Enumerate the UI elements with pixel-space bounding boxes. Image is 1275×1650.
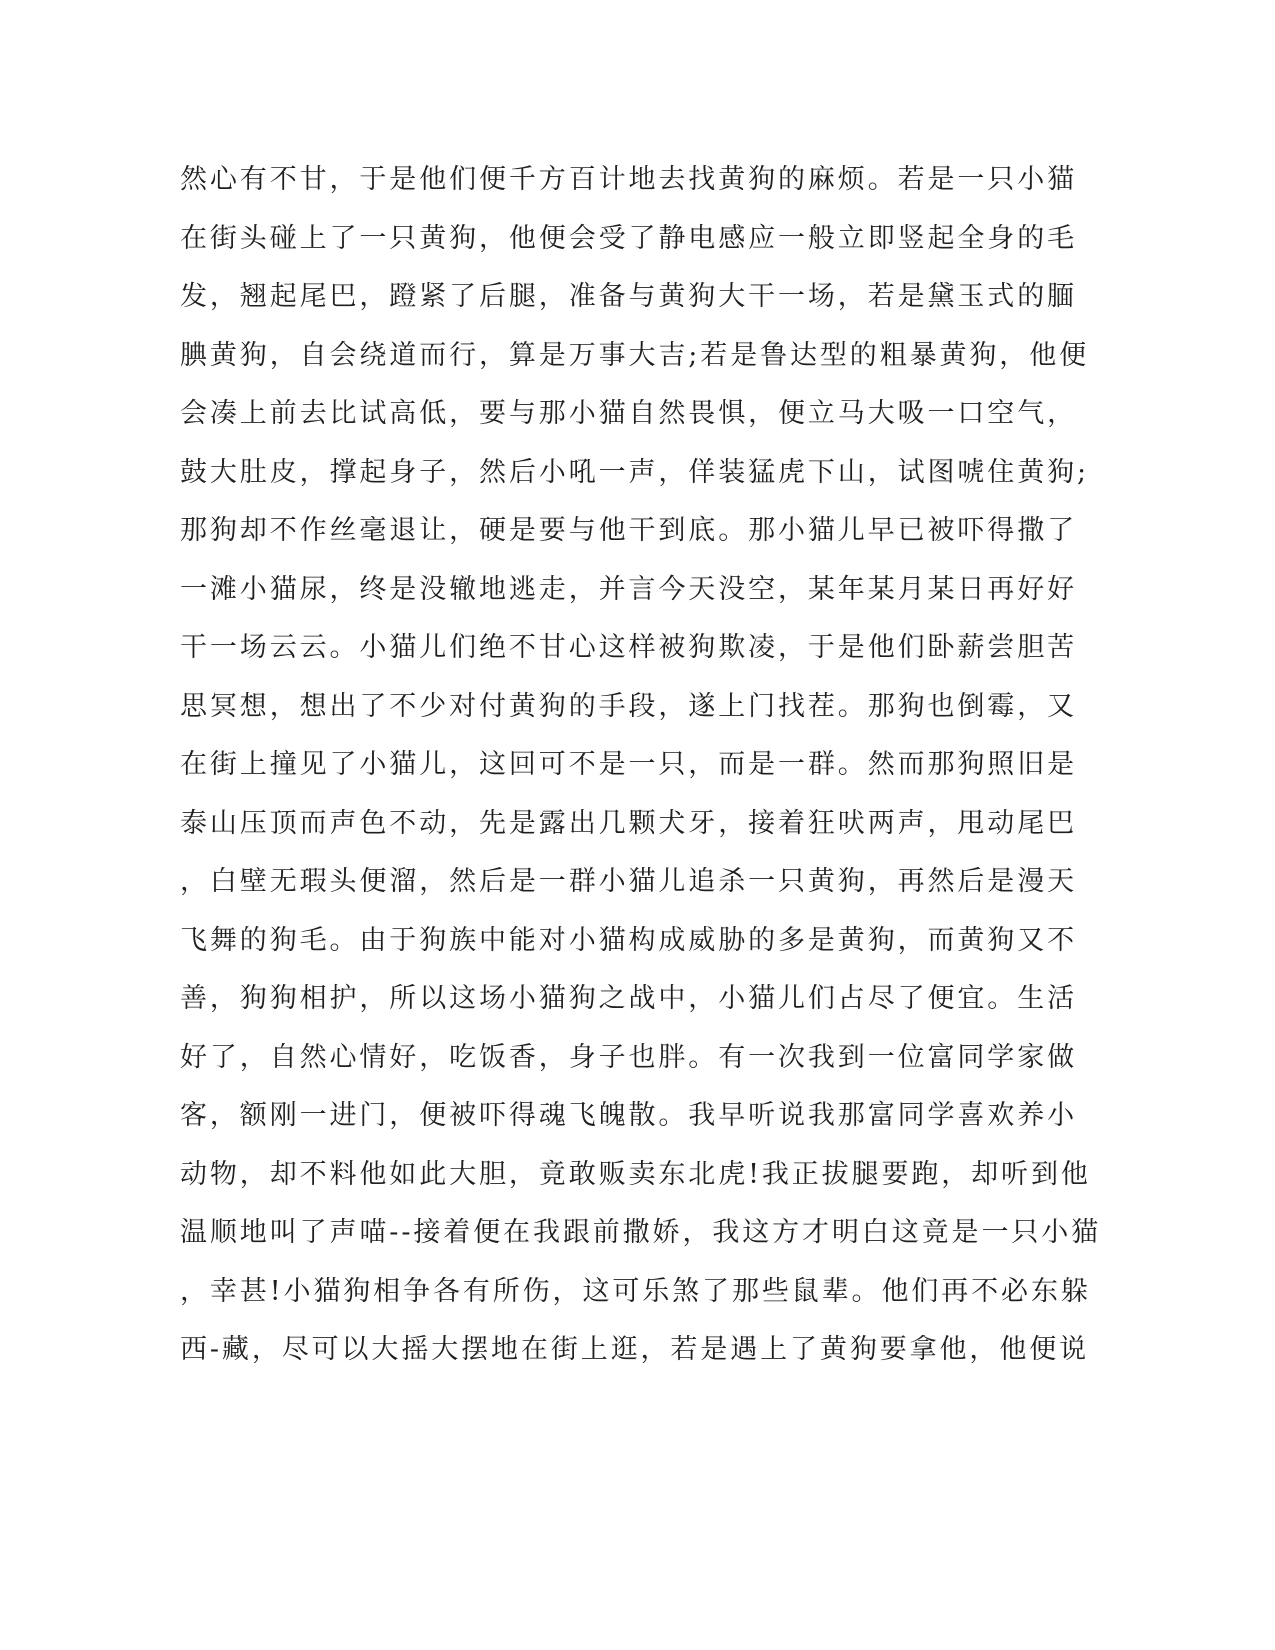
text-line: 温顺地叫了声喵--接着便在我跟前撒娇，我这方才明白这竟是一只小猫 bbox=[180, 1217, 1102, 1248]
text-line: ，幸甚!小猫狗相争各有所伤，这可乐煞了那些鼠辈。他们再不必东躲 bbox=[180, 1275, 1091, 1307]
text-line: 然心有不甘，于是他们便千方百计地去找黄狗的麻烦。若是一只小猫 bbox=[180, 164, 1077, 195]
text-line: 在街上撞见了小猫儿，这回可不是一只，而是一群。然而那狗照旧是 bbox=[180, 749, 1077, 780]
text-line: 客，额刚一进门，便被吓得魂飞魄散。我早听说我那富同学喜欢养小 bbox=[180, 1100, 1077, 1131]
text-line: 动物，却不料他如此大胆，竟敢贩卖东北虎!我正拔腿要跑，却听到他 bbox=[180, 1158, 1091, 1190]
text-line: 干一场云云。小猫儿们绝不甘心这样被狗欺凌，于是他们卧薪尝胆苦 bbox=[180, 632, 1077, 663]
text-line: 善，狗狗相护，所以这场小猫狗之战中，小猫儿们占尽了便宜。生活 bbox=[180, 983, 1077, 1014]
text-line: 西-藏，尽可以大摇大摆地在街上逛，若是遇上了黄狗要拿他，他便说 bbox=[180, 1334, 1090, 1365]
text-line: 一滩小猫尿，终是没辙地逃走，并言今天没空，某年某月某日再好好 bbox=[180, 573, 1077, 605]
body-text bbox=[180, 158, 1102, 1387]
text-line: 发，翘起尾巴，蹬紧了后腿，准备与黄狗大干一场，若是黛玉式的腼 bbox=[180, 281, 1077, 312]
text-line: 会凑上前去比试高低，要与那小猫自然畏惧，便立马大吸一口空气， bbox=[180, 398, 1077, 429]
text-line: 在街头碰上了一只黄狗，他便会受了静电感应一般立即竖起全身的毛 bbox=[180, 222, 1077, 254]
text-line: 鼓大肚皮，撑起身子，然后小吼一声，佯装猛虎下山，试图唬住黄狗; bbox=[180, 456, 1089, 488]
text-line: 腆黄狗，自会绕道而行，算是万事大吉;若是鲁达型的粗暴黄狗，他便 bbox=[180, 339, 1089, 371]
text-line: 思冥想，想出了不少对付黄狗的手段，遂上门找茬。那狗也倒霉，又 bbox=[180, 690, 1077, 722]
text-line: ，白壁无瑕头便溜，然后是一群小猫儿追杀一只黄狗，再然后是漫天 bbox=[180, 866, 1077, 897]
text-line: 飞舞的狗毛。由于狗族中能对小猫构成威胁的多是黄狗，而黄狗又不 bbox=[180, 924, 1077, 956]
text-line: 好了，自然心情好，吃饭香，身子也胖。有一次我到一位富同学家做 bbox=[180, 1041, 1077, 1073]
text-line: 泰山压顶而声色不动，先是露出几颗犬牙，接着狂吠两声，甩动尾巴 bbox=[180, 807, 1077, 839]
text-line: 那狗却不作丝毫退让，硬是要与他干到底。那小猫儿早已被吓得撒了 bbox=[180, 515, 1077, 546]
